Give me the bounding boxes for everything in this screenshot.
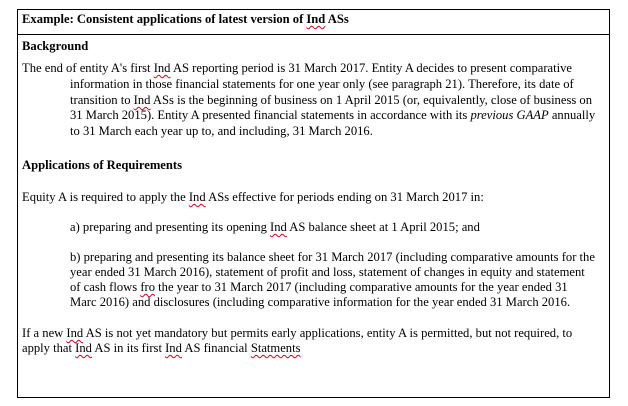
spellcheck-word: Ind (133, 93, 151, 107)
background-heading: Background (22, 39, 89, 53)
applications-intro: Equity A is required to apply the Ind ASs effective for periods ending on 31 March 2017 in: (22, 190, 484, 204)
list-item-b-line: year ended 31 March 2016), statement of profit and loss, statement of changes in equity and statement (70, 265, 585, 279)
list-item-b-line: b) preparing and presenting its balance sheet for 31 March 2017 (including comparative amounts for the (70, 250, 595, 264)
spellcheck-word: fro (140, 280, 155, 294)
example-title: Example: Consistent applications of latest version of Ind ASs (22, 12, 349, 26)
spellcheck-word: Statments (250, 341, 301, 355)
spellcheck-word: Ind (153, 61, 171, 75)
background-line: information in those financial statements for one year only (see paragraph 21). Therefore, its date of (70, 77, 574, 91)
applications-heading: Applications of Requirements (22, 158, 182, 172)
background-line: The end of entity A's first Ind AS reporting period is 31 March 2017. Entity A decides to present comparative (22, 61, 573, 75)
list-item-a: a) preparing and presenting its opening Ind AS balance sheet at 1 April 2015; and (70, 220, 480, 234)
spellcheck-word: Ind (188, 190, 206, 204)
spellcheck-word: Ind (270, 220, 287, 234)
spellcheck-word: Ind (66, 326, 84, 340)
spellcheck-word: Ind (75, 341, 92, 355)
list-item-b-line: Marc 2016) and disclosures (including comparative information for the year ended 31 March 2016. (70, 295, 571, 309)
background-line: to 31 March each year up to, and including, 31 March 2016. (70, 124, 373, 138)
background-line: transition to Ind ASs is the beginning of business on 1 April 2015 (or, equivalently, close of business on (70, 93, 592, 107)
closing-line: apply that Ind AS in its first Ind AS financial Statments (22, 341, 301, 355)
spellcheck-word: Ind (306, 12, 326, 26)
spellcheck-word: Ind (165, 341, 182, 355)
background-line: 31 March 2015). Entity A presented financial statements in accordance with its previous GAAP annually (70, 108, 596, 122)
list-item-b-line: of cash flows fro the year to 31 March 2017 (including comparative amounts for the year ended 31 (70, 280, 568, 294)
closing-line: If a new Ind AS is not yet mandatory but permits early applications, entity A is permitted, but not required, to (22, 326, 573, 340)
